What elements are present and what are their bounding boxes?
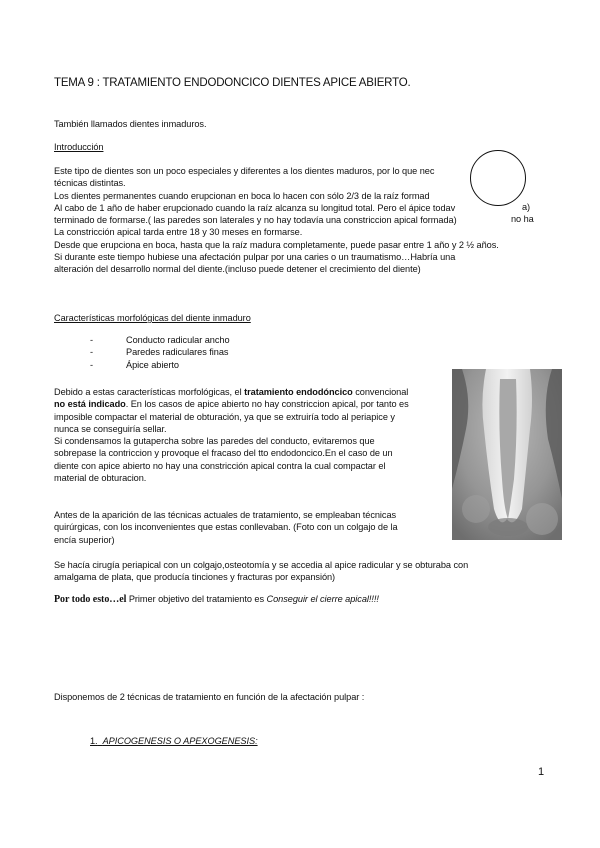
intro-line-5: terminado de formarse.( las paredes son laterales y no hay todavía una constriccion apical formada)	[54, 215, 457, 226]
intro-line-7: Desde que erupciona en boca, hasta que la raíz madura completamente, puede pasar entre 1 año y 2 ½ años.	[54, 239, 499, 250]
technique-1-heading: 1. APICOGENESIS O APEXOGENESIS:	[90, 736, 258, 746]
objective-line: Por todo esto…el Primer objetivo del tratamiento es Conseguir el cierre apical!!!!	[54, 594, 379, 605]
intro-line-3-tail: a)	[522, 202, 531, 212]
list-item: - Paredes radiculares finas	[90, 347, 229, 358]
intro-line-3: Los dientes permanentes cuando erupcionan en boca lo hacen con sólo 2/3 de la raíz formad	[54, 190, 430, 201]
subtitle: También llamados dientes inmaduros.	[54, 119, 207, 129]
list-item: - Ápice abierto	[90, 359, 179, 370]
page-title: TEMA 9 : TRATAMIENTO ENDODONCICO DIENTES APICE ABIERTO.	[54, 77, 411, 89]
morphology-paragraph: Debido a estas características morfológicas, el tratamiento endodóncico convencional no está indicado. En los casos de apice abierto no hay constriccion apical, por tanto es imposible compactar el material de obturación, ya que se extruiría todo al periapice y nunca se conseguiría sellar. Si condensamos la gutapercha sobre las paredes del conducto, evitaremos que sobrepase la contriccion y provoque el fracaso del tto endodoncico.En el caso de un diente con apice abierto no hay una constricción apical contra la cual compactar el material de obturacion.	[54, 387, 409, 484]
characteristics-heading: Características morfológicas del diente inmaduro	[54, 313, 251, 323]
intro-heading: Introducción	[54, 142, 104, 152]
intro-paragraph	[54, 165, 499, 276]
intro-line-9: alteración del desarrollo normal del diente.(incluso puede detener el crecimiento del diente)	[54, 264, 421, 275]
intro-line-1: Este tipo de dientes son un poco especiales y diferentes a los dientes maduros, por lo que nec	[54, 166, 435, 176]
page-number: 1	[538, 766, 545, 778]
techniques-intro: Disponemos de 2 técnicas de tratamiento en función de la afectación pulpar :	[54, 692, 365, 702]
history-paragraph: Antes de la aparición de las técnicas actuales de tratamiento, se empleaban técnicas quirúrgicas, con los inconvenientes que estas conllevaban. (Foto con un colgajo de la encía superior)	[54, 510, 398, 545]
surgery-paragraph: Se hacía cirugía periapical con un colgajo,osteotomía y se accedia al apice radicular y se obturaba con amalgama de plata, que producía tinciones y fracturas por expansión)	[54, 560, 469, 583]
list-item: - Conducto radicular ancho	[90, 335, 230, 345]
intro-line-4-tail: no ha	[511, 214, 534, 224]
intro-line-2: técnicas distintas.	[54, 178, 126, 189]
dental-xray-image	[452, 369, 562, 540]
intro-line-4: Al cabo de 1 año de haber erupcionado cuando la raíz alcanza su longitud total. Pero el ápice todav	[54, 202, 456, 213]
characteristics-list	[90, 334, 230, 371]
intro-line-6: La constricción apical tarda entre 18 y 30 meses en formarse.	[54, 227, 303, 238]
intro-line-8: Si durante este tiempo hubiese una afectación pulpar por una caries o un traumatismo…Habría una	[54, 252, 456, 263]
circle-mark	[470, 150, 526, 206]
